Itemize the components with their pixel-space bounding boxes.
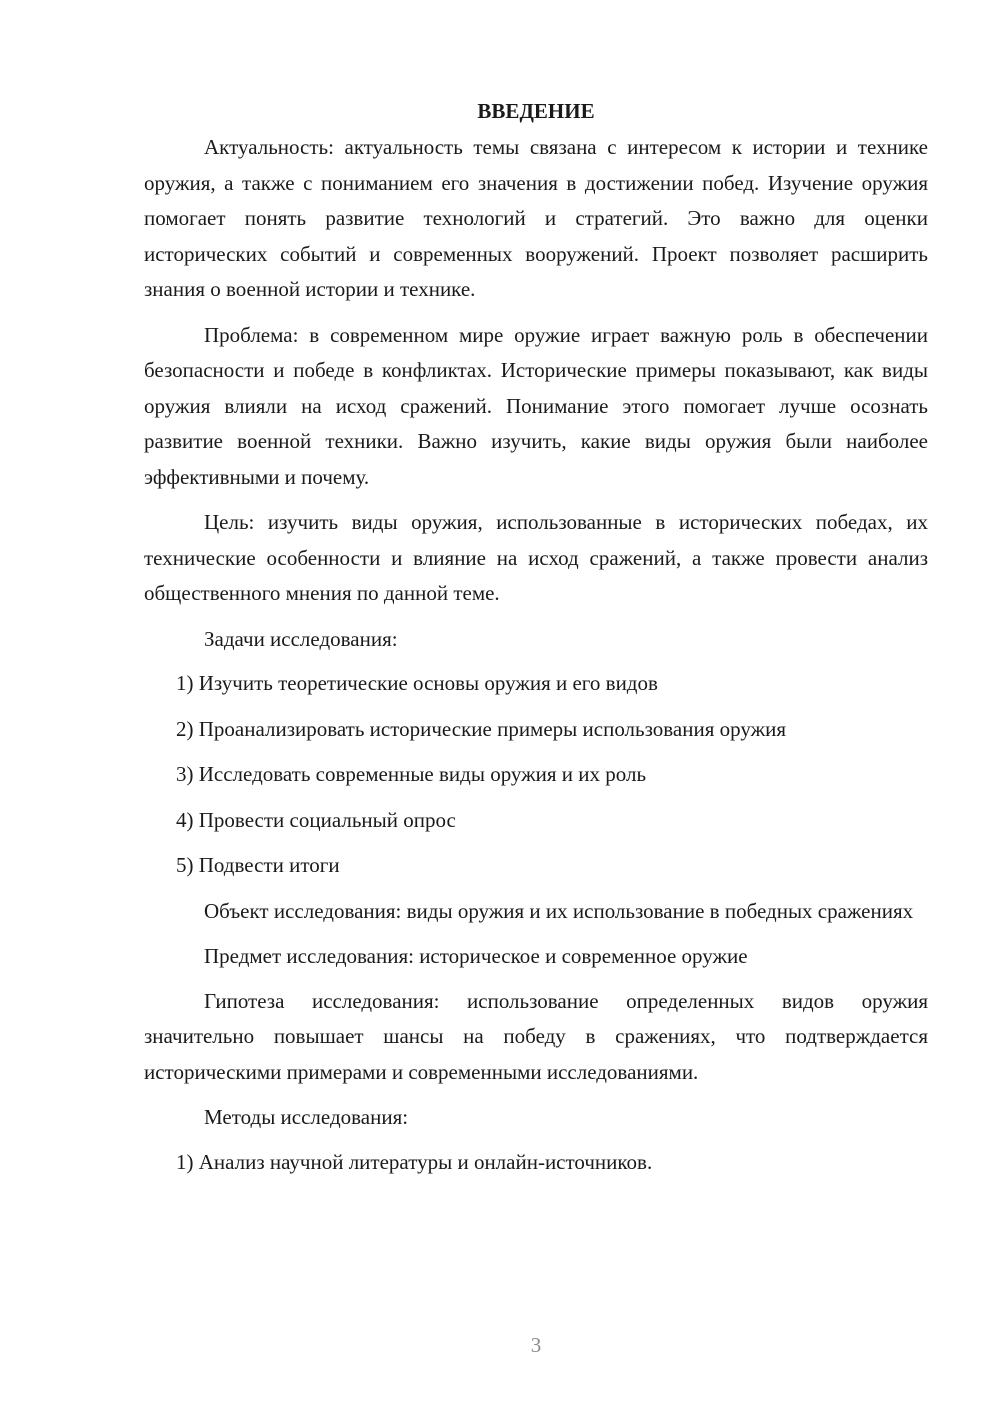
tasks-list [144, 666, 928, 884]
page-number: 3 [530, 1333, 542, 1357]
task-item-5: 5) Подвести итоги [176, 853, 340, 877]
page-title: ВВЕДЕНИЕ [477, 99, 595, 123]
page-content [144, 94, 928, 1190]
tasks-heading: Задачи исследования: [204, 626, 398, 651]
task-item-4: 4) Провести социальный опрос [176, 807, 456, 832]
subject-paragraph: Предмет исследования: историческое и современное оружие [204, 944, 748, 968]
task-item-2: 2) Проанализировать исторические примеры использования оружия [176, 716, 786, 741]
hypothesis-paragraph: Гипотеза исследования: использование определенных видов оружия значительно повышает шансы на победу в сражениях, что подтверждается историческими примерами и современными исследованиями. [144, 988, 928, 1084]
object-paragraph: Объект исследования: виды оружия и их использование в победных сражениях [204, 898, 914, 923]
relevance-paragraph: Актуальность: актуальность темы связана с интересом к истории и технике оружия, а также с пониманием его значения в достижении побед. Изучение оружия помогает понять развитие технологий и стратегий. Это важно для оценки исторических событий и современных вооружений. Проект позволяет расширить знания о военной истории и технике. [144, 135, 928, 301]
task-item-3: 3) Исследовать современные виды оружия и их роль [176, 762, 647, 786]
goal-paragraph: Цель: изучить виды оружия, использованные в исторических победах, их технические особенности и влияние на исход сражений, а также провести анализ общественного мнения по данной теме. [144, 510, 928, 605]
methods-heading: Методы исследования: [204, 1105, 409, 1129]
task-item-1: 1) Изучить теоретические основы оружия и его видов [176, 671, 658, 695]
problem-paragraph: Проблема: в современном мире оружие играет важную роль в обеспечении безопасности и победе в конфликтах. Исторические примеры показывают, как виды оружия влияли на исход сражений. Понимание этого помогает лучше осознать развитие военной техники. Важно изучить, какие виды оружия были наиболее эффективными и почему. [144, 322, 928, 489]
method-item-1: 1) Анализ научной литературы и онлайн-источников. [176, 1149, 653, 1174]
methods-list [144, 1145, 928, 1181]
